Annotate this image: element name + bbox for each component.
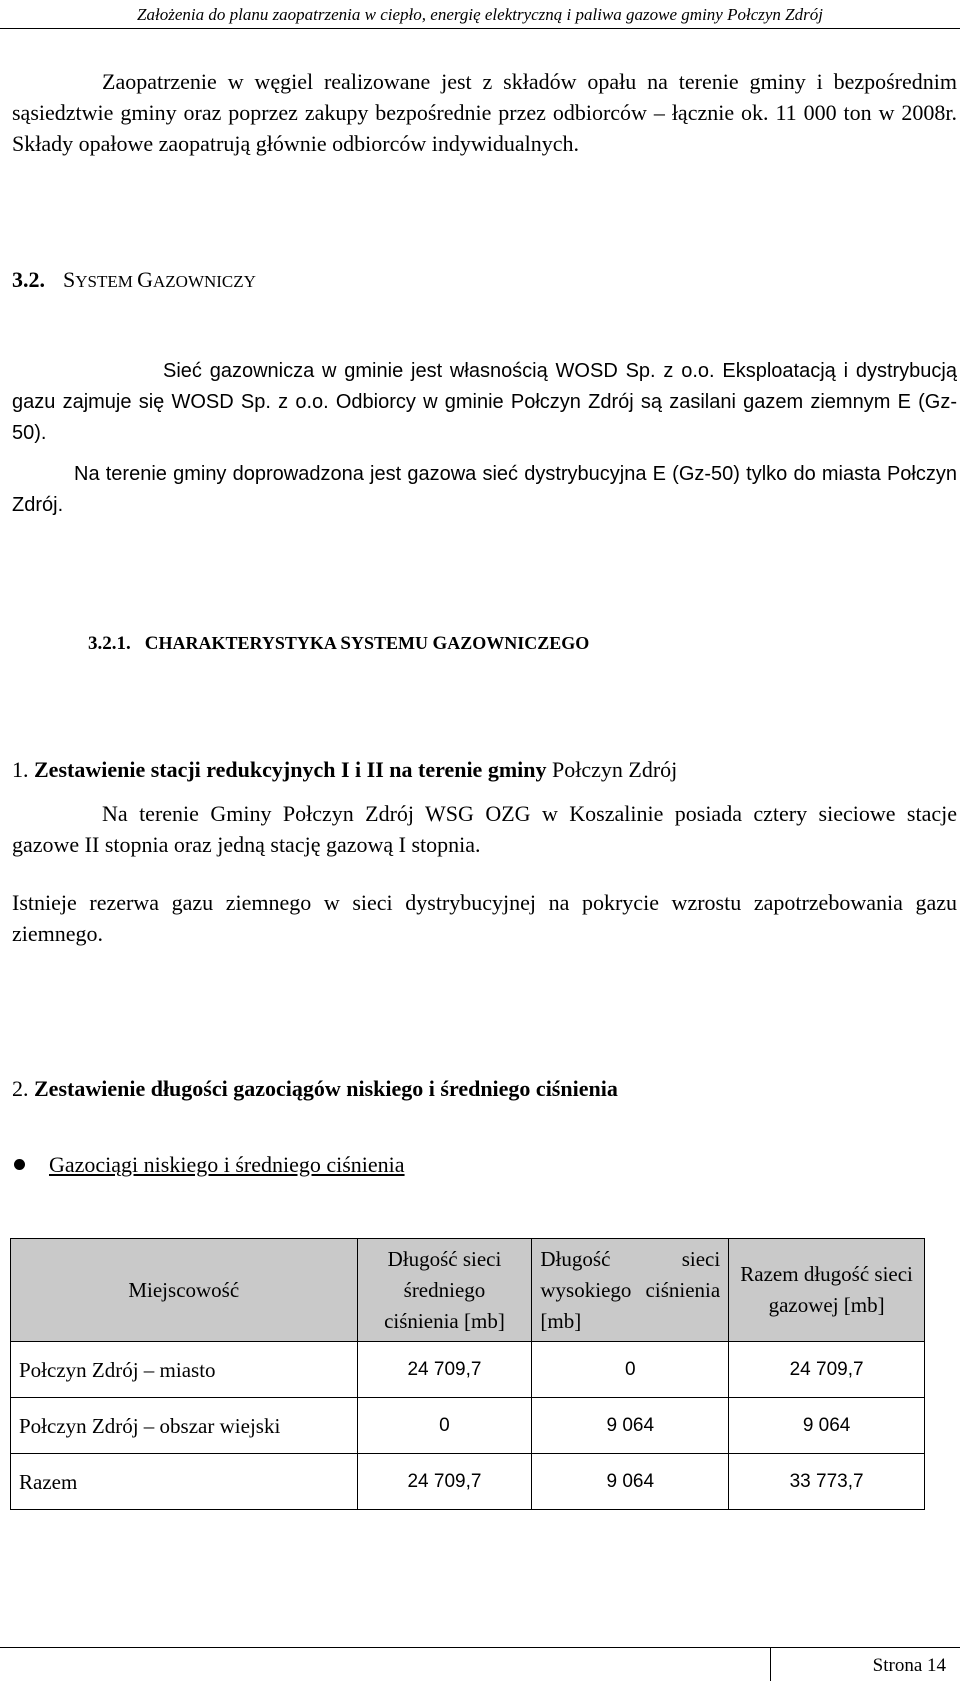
subsection-number: 3.2.1.: [88, 633, 131, 654]
header-high-pressure: Długość sieci wysokiego ciśnienia [mb]: [532, 1239, 729, 1342]
bullet-dot-icon: [14, 1159, 25, 1170]
item-2-heading: 2. Zestawienie długości gazociągów niskiego i średniego ciśnienia: [12, 1076, 618, 1101]
paragraph-stations: Na terenie Gminy Połczyn Zdrój WSG OZG w Koszalinie posiada cztery sieciowe stacje gazowe II stopnia oraz jedną stację gazową I stopnia.: [12, 801, 957, 857]
header-medium-pressure: Długość sieci średniego ciśnienia [mb]: [357, 1239, 532, 1342]
paragraph-ownership: Sieć gazownicza w gminie jest własnością WOSD Sp. z o.o. Eksploatacją i dystrybucją gazu zajmuje się WOSD Sp. z o.o. Odbiorcy w gminie Połczyn Zdrój są zasilani gazem ziemnym E (Gz-50).: [12, 360, 957, 444]
footer-vertical-divider: [770, 1647, 771, 1681]
table-header-row: [11, 1239, 925, 1342]
header-locality: Miejscowość: [11, 1239, 358, 1342]
subsection-heading: 3.2.1. CHARAKTERYSTYKA SYSTEMU GAZOWNICZEGO: [88, 633, 590, 654]
bullet-item: [14, 1150, 405, 1180]
table-row: Razem 24 709,7 9 064 33 773,7: [11, 1454, 925, 1510]
document-title: Założenia do planu zaopatrzenia w ciepło, energię elektryczną i paliwa gazowe gminy Połczyn Zdrój: [137, 5, 823, 24]
section-number: 3.2.: [12, 267, 45, 292]
paragraph-reserve: Istnieje rezerwa gazu ziemnego w sieci dystrybucyjnej na pokrycie wzrostu zapotrzebowania gazu ziemnego.: [12, 890, 957, 946]
bullet-text: Gazociągi niskiego i średniego ciśnienia: [49, 1152, 405, 1177]
paragraph-network: Na terenie gminy doprowadzona jest gazowa sieć dystrybucyjna E (Gz-50) tylko do miasta Połczyn Zdrój.: [12, 463, 957, 516]
page-number: Strona 14: [872, 1655, 946, 1676]
item-1-heading: 1. Zestawienie stacji redukcyjnych I i II na terenie gminy Połczyn Zdrój: [12, 757, 678, 782]
table-row: Połczyn Zdrój – obszar wiejski 0 9 064 9 064: [11, 1398, 925, 1454]
table-row: Połczyn Zdrój – miasto 24 709,7 0 24 709,7: [11, 1342, 925, 1398]
header-total-length: Razem długość sieci gazowej [mb]: [729, 1239, 925, 1342]
gas-pipeline-table: [10, 1238, 925, 1510]
footer-divider: [0, 1647, 960, 1648]
section-heading: 3.2. SYSTEM GAZOWNICZY: [12, 267, 256, 292]
running-header: [0, 2, 960, 29]
paragraph-coal: Zaopatrzenie w węgiel realizowane jest z składów opału na terenie gminy i bezpośrednim sąsiedztwie gminy oraz poprzez zakupy bezpośrednie przez odbiorców – łącznie ok. 11 000 ton w 2008r. Składy opałowe zaopatrują głównie odbiorców indywidualnych.: [12, 69, 957, 156]
